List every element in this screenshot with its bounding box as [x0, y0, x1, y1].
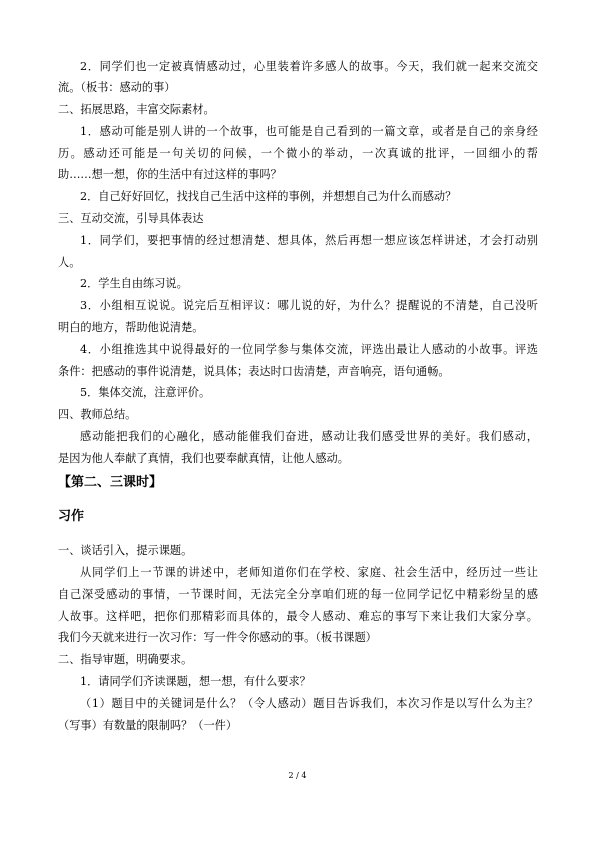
line-01: 2．同学们也一定被真情感动过，心里装着许多感人的故事。今天，我们就一起来交流交 — [80, 60, 538, 73]
line-09: 1．同学们，要把事情的经过想清楚、想具体，然后再想一想应该怎样讲述，才会打动别 — [80, 234, 538, 247]
line-04: 1．感动可能是别人讲的一个故事，也可能是自己看到的一篇文章，或者是自己的亲身经 — [80, 125, 538, 138]
line-17: 四、教师总结。 — [58, 408, 137, 421]
line-25: 二、指导审题，明确要求。 — [58, 653, 193, 666]
line-14: 4．小组推选其中说得最好的一位同学参与集体交流，评选出最让人感动的小故事。评选 — [80, 343, 538, 356]
line-28: （写事）有数量的限制吗？（一件） — [58, 719, 238, 732]
section-heading: 【第二、三课时】 — [58, 475, 163, 490]
line-10: 人。 — [58, 256, 81, 269]
line-15: 条件：把感动的事件说清楚，说具体；表达时口齿清楚，声音响亮，语句通畅。 — [58, 365, 450, 378]
line-16: 5．集体交流，注意评价。 — [80, 386, 211, 399]
line-12: 3．小组相互说说。说完后互相评议：哪儿说的好，为什么？提醒说的不清楚，自己没听 — [80, 299, 538, 312]
line-06: 助……想一想，你的生活中有过这样的事吗？ — [58, 168, 282, 181]
line-08: 三、互动交流，引导具体表达 — [58, 212, 204, 225]
line-18: 感动能把我们的心融化，感动能催我们奋进，感动让我们感受世界的美好。我们感动， — [80, 430, 538, 443]
line-24: 我们今天就来进行一次习作：写一件令你感动的事。（板书课题） — [58, 631, 377, 644]
line-20: 一、谈话引入，提示课题。 — [58, 544, 193, 557]
line-11: 2．学生自由练习说。 — [80, 277, 188, 290]
line-27: （1）题目中的关键词是什么？（令人感动）题目告诉我们，本次习作是以写什么为主？ — [80, 697, 538, 710]
line-26: 1．请同学们齐读课题，想一想，有什么要求？ — [80, 675, 311, 688]
page-number: 2 / 4 — [288, 771, 307, 780]
line-03: 二、拓展思路，丰富交际素材。 — [58, 103, 215, 116]
line-22: 自己深受感动的事情，一节课时间，无法完全分享咱们班的每一位同学记忆中精彩纷呈的感 — [58, 588, 538, 601]
line-13: 明白的地方，帮助他说清楚。 — [58, 321, 204, 334]
line-23: 人故事。这样吧，把你们那精彩而具体的，最令人感动、难忘的事写下来让我们大家分享。 — [58, 610, 538, 623]
sub-heading: 习作 — [58, 509, 85, 524]
line-02: 流。（板书：感动的事） — [58, 81, 176, 94]
line-19: 是因为他人奉献了真情，我们也要奉献真情，让他人感动。 — [58, 452, 349, 465]
line-05: 历。感动还可能是一句关切的问候，一个微小的举动，一次真诚的批评，一回细小的帮 — [58, 147, 538, 160]
line-07: 2．自己好好回忆，找找自己生活中这样的事例，并想想自己为什么而感动？ — [80, 190, 457, 203]
line-21: 从同学们上一节课的讲述中，老师知道你们在学校、家庭、社会生活中，经历过一些让 — [80, 566, 538, 579]
